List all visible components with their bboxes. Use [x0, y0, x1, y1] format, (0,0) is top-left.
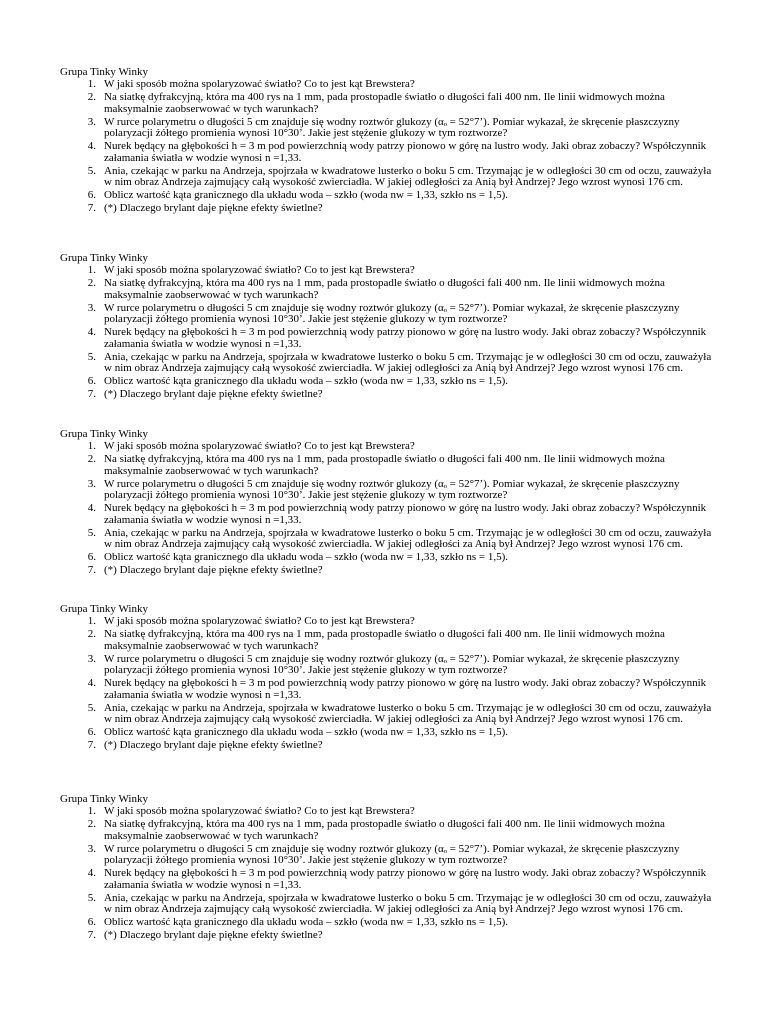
- task-item: [60, 376, 720, 388]
- task-number: 2.: [87, 91, 96, 103]
- task-number: 5.: [87, 350, 96, 363]
- group-title: Grupa Tinky Winky: [60, 252, 148, 264]
- task-number: 7.: [87, 929, 96, 941]
- task-item: [60, 727, 720, 739]
- task-item: [60, 327, 720, 350]
- task-list: [60, 265, 720, 401]
- task-item: [60, 92, 720, 115]
- task-item: [60, 190, 720, 202]
- task-item: [60, 454, 720, 477]
- task-number: 5.: [87, 526, 96, 539]
- task-group: [60, 603, 720, 753]
- task-text: (*) Dlaczego brylant daje piękne efekty świetlne?: [104, 739, 323, 751]
- task-list: [60, 441, 720, 577]
- task-text: (*) Dlaczego brylant daje piękne efekty świetlne?: [104, 564, 323, 576]
- task-number: 1.: [87, 805, 96, 817]
- task-text: W rurce polarymetru o długości 5 cm znajduje się wodny roztwór glukozy (αₒ = 52°7’). Pomiar wykazał, że skręcenie płaszczyzny polaryzacji żółtego promienia wynosi 10°30’. Jakie jest stężenie glukozy w tym roztworze?: [104, 115, 680, 139]
- task-number: 4.: [87, 502, 96, 514]
- task-item: [60, 166, 720, 189]
- task-number: 7.: [87, 739, 96, 751]
- task-text: Oblicz wartość kąta granicznego dla układu woda – szkło (woda nw = 1,33, szkło ns = 1,5).: [104, 726, 509, 738]
- task-item: [60, 654, 720, 677]
- task-number: 5.: [87, 891, 96, 904]
- task-number: 4.: [87, 677, 96, 689]
- task-list: [60, 806, 720, 942]
- task-item: [60, 389, 720, 401]
- task-number: 7.: [87, 202, 96, 214]
- task-item: [60, 203, 720, 215]
- task-text: Oblicz wartość kąta granicznego dla układu woda – szkło (woda nw = 1,33, szkło ns = 1,5).: [104, 189, 509, 201]
- task-text: Na siatkę dyfrakcyjną, która ma 400 rys na 1 mm, pada prostopadle światło o długości fali 400 nm. Ile linii widmowych można maksymalnie zaobserwować w tych warunkach?: [104, 818, 665, 842]
- task-group: [60, 428, 720, 578]
- task-item: [60, 703, 720, 726]
- task-text: Na siatkę dyfrakcyjną, która ma 400 rys na 1 mm, pada prostopadle światło o długości fali 400 nm. Ile linii widmowych można maksymalnie zaobserwować w tych warunkach?: [104, 628, 665, 652]
- task-number: 2.: [87, 453, 96, 465]
- task-text: (*) Dlaczego brylant daje piękne efekty świetlne?: [104, 202, 323, 214]
- task-text: Oblicz wartość kąta granicznego dla układu woda – szkło (woda nw = 1,33, szkło ns = 1,5).: [104, 375, 509, 387]
- task-number: 5.: [87, 701, 96, 714]
- task-text: Ania, czekając w parku na Andrzeja, spojrzała w kwadratowe lusterko o boku 5 cm. Trzymając je w odległości 30 cm od oczu, zauważyła w nim obraz Andrzeja zajmujący całą wysokość zwierciadła. W jakiej odległości za Anią był Andrzej? Jego wzrost wynosi 176 cm.: [104, 891, 712, 915]
- task-number: 1.: [87, 615, 96, 627]
- group-title: Grupa Tinky Winky: [60, 793, 148, 805]
- task-number: 5.: [87, 164, 96, 177]
- task-group: [60, 66, 720, 216]
- task-text: W jaki sposób można spolaryzować światło? Co to jest kąt Brewstera?: [104, 78, 415, 90]
- group-title: Grupa Tinky Winky: [60, 66, 148, 78]
- task-text: W jaki sposób można spolaryzować światło? Co to jest kąt Brewstera?: [104, 615, 415, 627]
- task-text: W jaki sposób można spolaryzować światło? Co to jest kąt Brewstera?: [104, 264, 415, 276]
- task-number: 6.: [87, 916, 96, 928]
- task-item: [60, 265, 720, 277]
- task-number: 3.: [87, 652, 96, 665]
- task-text: W rurce polarymetru o długości 5 cm znajduje się wodny roztwór glukozy (αₒ = 52°7’). Pomiar wykazał, że skręcenie płaszczyzny polaryzacji żółtego promienia wynosi 10°30’. Jakie jest stężenie glukozy w tym roztworze?: [104, 477, 680, 501]
- task-group: [60, 793, 720, 943]
- task-number: 6.: [87, 726, 96, 738]
- task-text: Ania, czekając w parku na Andrzeja, spojrzała w kwadratowe lusterko o boku 5 cm. Trzymając je w odległości 30 cm od oczu, zauważyła w nim obraz Andrzeja zajmujący całą wysokość zwierciadła. W jakiej odległości za Anią był Andrzej? Jego wzrost wynosi 176 cm.: [104, 164, 712, 188]
- task-number: 2.: [87, 818, 96, 830]
- task-item: [60, 552, 720, 564]
- task-text: Ania, czekając w parku na Andrzeja, spojrzała w kwadratowe lusterko o boku 5 cm. Trzymając je w odległości 30 cm od oczu, zauważyła w nim obraz Andrzeja zajmujący całą wysokość zwierciadła. W jakiej odległości za Anią był Andrzej? Jego wzrost wynosi 176 cm.: [104, 526, 712, 550]
- task-text: W rurce polarymetru o długości 5 cm znajduje się wodny roztwór glukozy (αₒ = 52°7’). Pomiar wykazał, że skręcenie płaszczyzny polaryzacji żółtego promienia wynosi 10°30’. Jakie jest stężenie glukozy w tym roztworze?: [104, 301, 680, 325]
- task-item: [60, 893, 720, 916]
- task-text: W jaki sposób można spolaryzować światło? Co to jest kąt Brewstera?: [104, 805, 415, 817]
- task-item: [60, 806, 720, 818]
- task-number: 6.: [87, 189, 96, 201]
- task-text: Nurek będący na głębokości h = 3 m pod powierzchnią wody patrzy pionowo w górę na lustro wody. Jaki obraz zobaczy? Współczynnik załamania światła w wodzie wynosi n =1,33.: [104, 326, 707, 350]
- task-item: [60, 441, 720, 453]
- task-number: 2.: [87, 628, 96, 640]
- task-number: 4.: [87, 140, 96, 152]
- task-group: [60, 252, 720, 402]
- task-number: 4.: [87, 326, 96, 338]
- group-title: Grupa Tinky Winky: [60, 428, 148, 440]
- task-item: [60, 629, 720, 652]
- task-list: [60, 79, 720, 215]
- task-number: 1.: [87, 440, 96, 452]
- task-text: Na siatkę dyfrakcyjną, która ma 400 rys na 1 mm, pada prostopadle światło o długości fali 400 nm. Ile linii widmowych można maksymalnie zaobserwować w tych warunkach?: [104, 91, 665, 115]
- task-item: [60, 503, 720, 526]
- task-text: (*) Dlaczego brylant daje piękne efekty świetlne?: [104, 929, 323, 941]
- task-item: [60, 303, 720, 326]
- task-item: [60, 278, 720, 301]
- group-title: Grupa Tinky Winky: [60, 603, 148, 615]
- task-text: Nurek będący na głębokości h = 3 m pod powierzchnią wody patrzy pionowo w górę na lustro wody. Jaki obraz zobaczy? Współczynnik załamania światła w wodzie wynosi n =1,33.: [104, 502, 707, 526]
- task-number: 7.: [87, 388, 96, 400]
- task-number: 3.: [87, 477, 96, 490]
- task-list: [60, 616, 720, 752]
- task-text: Oblicz wartość kąta granicznego dla układu woda – szkło (woda nw = 1,33, szkło ns = 1,5).: [104, 551, 509, 563]
- task-item: [60, 616, 720, 628]
- task-item: [60, 352, 720, 375]
- task-item: [60, 678, 720, 701]
- task-item: [60, 79, 720, 91]
- task-number: 3.: [87, 301, 96, 314]
- task-text: (*) Dlaczego brylant daje piękne efekty świetlne?: [104, 388, 323, 400]
- task-number: 7.: [87, 564, 96, 576]
- task-item: [60, 930, 720, 942]
- task-text: Nurek będący na głębokości h = 3 m pod powierzchnią wody patrzy pionowo w górę na lustro wody. Jaki obraz zobaczy? Współczynnik załamania światła w wodzie wynosi n =1,33.: [104, 140, 707, 164]
- task-text: Nurek będący na głębokości h = 3 m pod powierzchnią wody patrzy pionowo w górę na lustro wody. Jaki obraz zobaczy? Współczynnik załamania światła w wodzie wynosi n =1,33.: [104, 677, 707, 701]
- task-text: Oblicz wartość kąta granicznego dla układu woda – szkło (woda nw = 1,33, szkło ns = 1,5).: [104, 916, 509, 928]
- task-number: 4.: [87, 867, 96, 879]
- task-text: W jaki sposób można spolaryzować światło? Co to jest kąt Brewstera?: [104, 440, 415, 452]
- task-item: [60, 917, 720, 929]
- task-number: 3.: [87, 115, 96, 128]
- task-item: [60, 740, 720, 752]
- task-text: W rurce polarymetru o długości 5 cm znajduje się wodny roztwór glukozy (αₒ = 52°7’). Pomiar wykazał, że skręcenie płaszczyzny polaryzacji żółtego promienia wynosi 10°30’. Jakie jest stężenie glukozy w tym roztworze?: [104, 842, 680, 866]
- task-number: 3.: [87, 842, 96, 855]
- task-number: 6.: [87, 551, 96, 563]
- task-item: [60, 528, 720, 551]
- task-number: 6.: [87, 375, 96, 387]
- task-item: [60, 565, 720, 577]
- task-number: 1.: [87, 78, 96, 90]
- task-item: [60, 141, 720, 164]
- task-text: Ania, czekając w parku na Andrzeja, spojrzała w kwadratowe lusterko o boku 5 cm. Trzymając je w odległości 30 cm od oczu, zauważyła w nim obraz Andrzeja zajmujący całą wysokość zwierciadła. W jakiej odległości za Anią był Andrzej? Jego wzrost wynosi 176 cm.: [104, 350, 712, 374]
- task-number: 2.: [87, 277, 96, 289]
- task-item: [60, 117, 720, 140]
- task-number: 1.: [87, 264, 96, 276]
- task-text: Na siatkę dyfrakcyjną, która ma 400 rys na 1 mm, pada prostopadle światło o długości fali 400 nm. Ile linii widmowych można maksymalnie zaobserwować w tych warunkach?: [104, 453, 665, 477]
- task-item: [60, 479, 720, 502]
- task-text: Ania, czekając w parku na Andrzeja, spojrzała w kwadratowe lusterko o boku 5 cm. Trzymając je w odległości 30 cm od oczu, zauważyła w nim obraz Andrzeja zajmujący całą wysokość zwierciadła. W jakiej odległości za Anią był Andrzej? Jego wzrost wynosi 176 cm.: [104, 701, 712, 725]
- task-item: [60, 819, 720, 842]
- task-text: W rurce polarymetru o długości 5 cm znajduje się wodny roztwór glukozy (αₒ = 52°7’). Pomiar wykazał, że skręcenie płaszczyzny polaryzacji żółtego promienia wynosi 10°30’. Jakie jest stężenie glukozy w tym roztworze?: [104, 652, 680, 676]
- task-text: Na siatkę dyfrakcyjną, która ma 400 rys na 1 mm, pada prostopadle światło o długości fali 400 nm. Ile linii widmowych można maksymalnie zaobserwować w tych warunkach?: [104, 277, 665, 301]
- task-text: Nurek będący na głębokości h = 3 m pod powierzchnią wody patrzy pionowo w górę na lustro wody. Jaki obraz zobaczy? Współczynnik załamania światła w wodzie wynosi n =1,33.: [104, 867, 707, 891]
- task-item: [60, 868, 720, 891]
- task-item: [60, 844, 720, 867]
